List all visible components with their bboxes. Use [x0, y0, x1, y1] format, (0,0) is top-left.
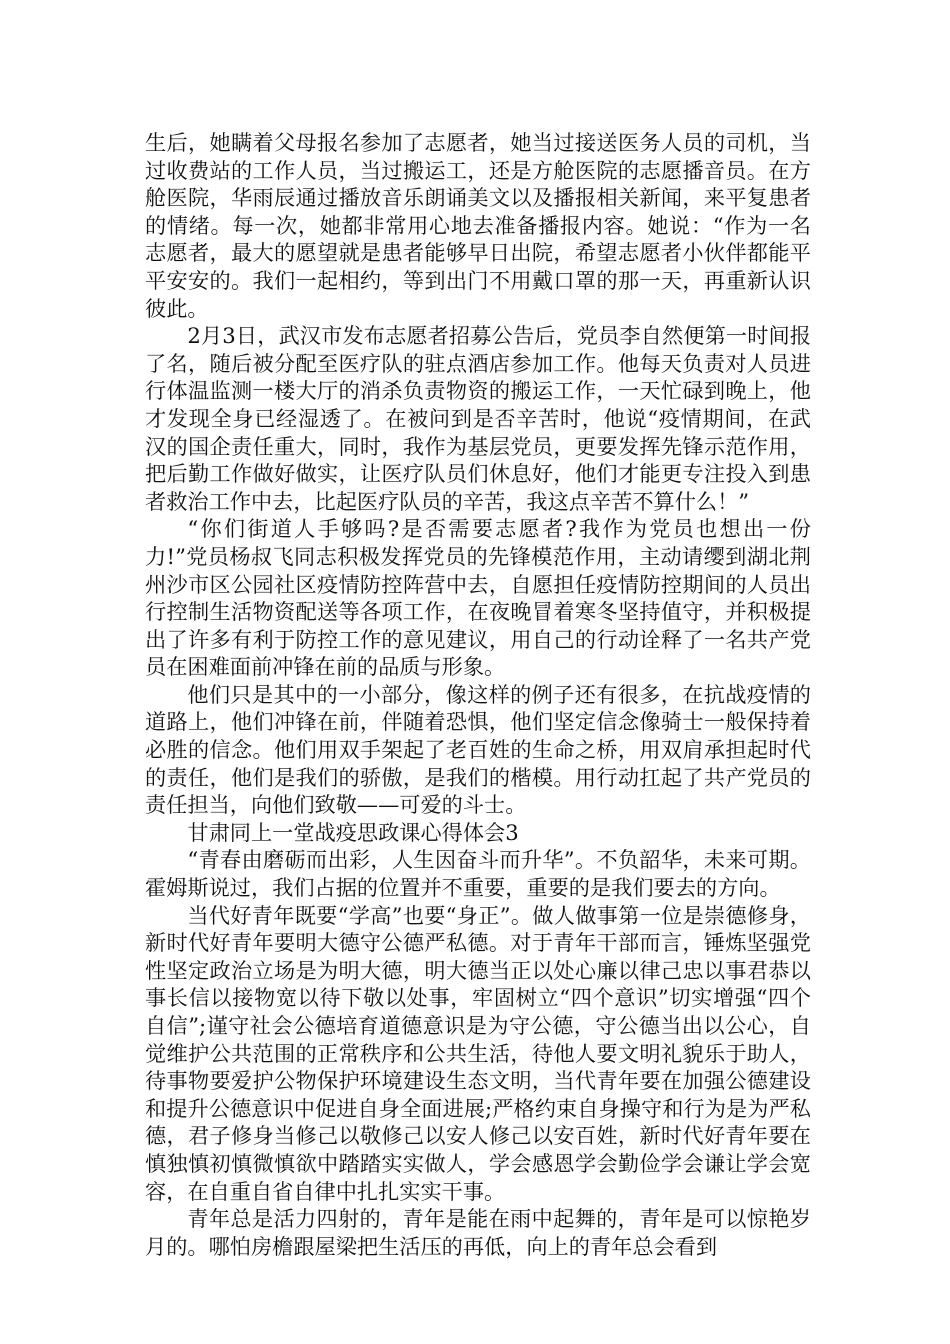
paragraph-4: 他们只是其中的一小部分，像这样的例子还有很多，在抗战疫情的道路上，他们冲锋在前，伴随着恐惧，他们坚定信念像骑士一般保持着必胜的信念。他们用双手架起了老百姓的生命之桥，用双肩承担起时代的责任，他们是我们的骄傲，是我们的楷模。用行动扛起了共产党员的责任担当，向他们致敬——可爱的斗士。 [145, 681, 811, 818]
section-heading: 甘肃同上一堂战疫思政课心得体会3 [187, 819, 519, 845]
document-page [145, 129, 811, 1260]
paragraph-3: “你们街道人手够吗?是否需要志愿者?我作为党员也想出一份力!”党员杨叔飞同志积极发挥党员的先锋模范作用，主动请缨到湖北荆州沙市区公园社区疫情防控阵营中去，自愿担任疫情防控期间的人员出行控制生活物资配送等各项工作，在夜晚冒着寒冬坚持值守，并积极提出了许多有利于防控工作的意见建议，用自己的行动诠释了一名共产党员在困难面前冲锋在前的品质与形象。 [145, 516, 811, 680]
paragraph-1: 生后，她瞒着父母报名参加了志愿者，她当过接送医务人员的司机，当过收费站的工作人员，当过搬运工，还是方舱医院的志愿播音员。在方舱医院，华雨辰通过播放音乐朗诵美文以及播报相关新闻，来平复患者的情绪。每一次，她都非常用心地去准备播报内容。她说：“作为一名志愿者，最大的愿望就是患者能够早日出院，希望志愿者小伙伴都能平平安安的。我们一起相约，等到出门不用戴口罩的那一天，再重新认识彼此。 [145, 130, 811, 321]
paragraph-6: “青春由磨砺而出彩，人生因奋斗而升华”。不负韶华，未来可期。霍姆斯说过，我们占据的位置并不重要，重要的是我们要去的方向。 [145, 847, 811, 901]
paragraph-8: 青年总是活力四射的，青年是能在雨中起舞的，青年是可以惊艳岁月的。哪怕房檐跟屋梁把生活压的再低，向上的青年总会看到 [145, 1206, 811, 1259]
paragraph-7: 当代好青年既要“学高”也要“身正”。做人做事第一位是崇德修身，新时代好青年要明大德守公德严私德。对于青年干部而言，锤炼坚强党性坚定政治立场是为明大德，明大德当正以处心廉以律己忠以事君恭以事长信以接物宽以待下敬以处事，牢固树立“四个意识”切实增强“四个自信”;谨守社会公德培育道德意识是为守公德，守公德当出以公心，自觉维护公共范围的正常秩序和公共生活，待他人要文明礼貌乐于助人，待事物要爱护公物保护环境建设生态文明，当代青年要在加强公德建设和提升公德意识中促进自身全面进展;严格约束自身操守和行为是为严私德，君子修身当修己以敬修己以安人修己以安百姓，新时代好青年要在慎独慎初慎微慎欲中踏踏实实做人，学会感恩学会勤俭学会谦让学会宽容，在自重自省自律中扎扎实实干事。 [145, 902, 811, 1204]
paragraph-2: 2月3日，武汉市发布志愿者招募公告后，党员李自然便第一时间报了名，随后被分配至医疗队的驻点酒店参加工作。他每天负责对人员进行体温监测一楼大厅的消杀负责物资的搬运工作，一天忙碌到晚上，他才发现全身已经湿透了。在被问到是否辛苦时，他说“疫情期间，在武汉的国企责任重大，同时，我作为基层党员，更要发挥先锋示范作用，把后勤工作做好做实，让医疗队员们休息好，他们才能更专注投入到患者救治工作中去，比起医疗队员的辛苦，我这点辛苦不算什么！” [145, 323, 811, 514]
